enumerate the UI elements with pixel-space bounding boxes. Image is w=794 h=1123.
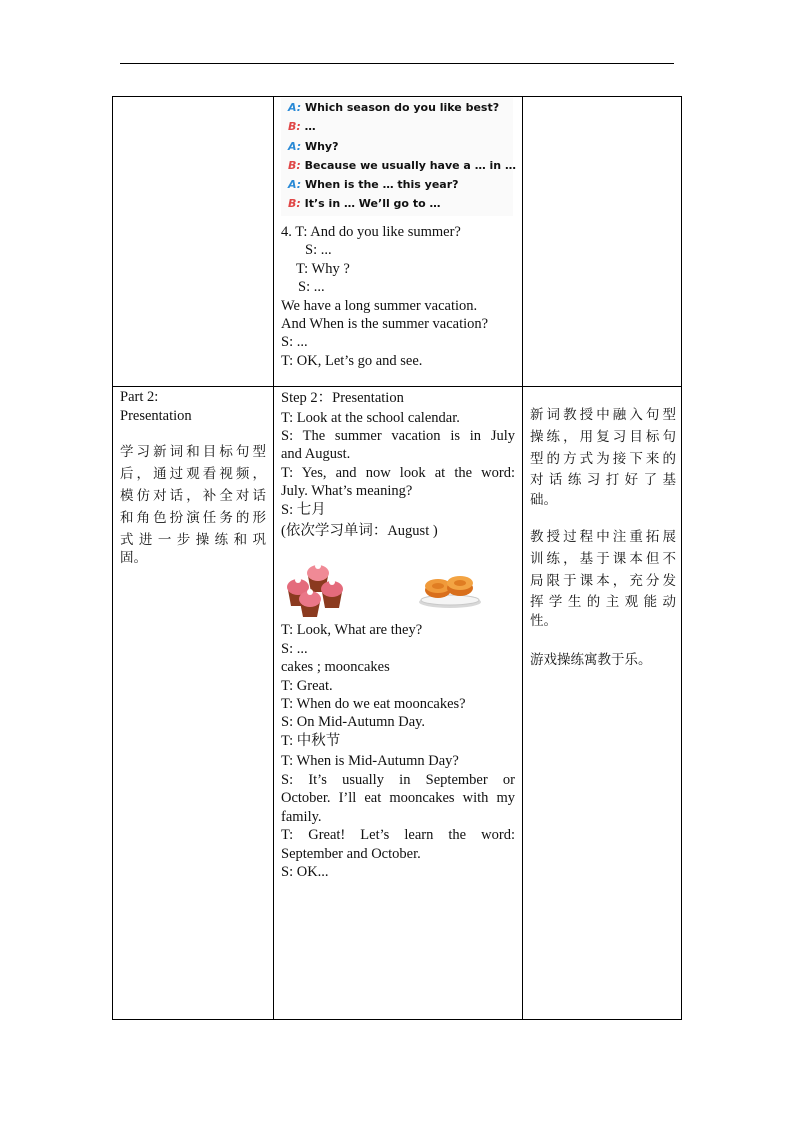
text-line: T: When do we eat mooncakes? [281, 696, 466, 712]
dialogue-line: B: … [288, 120, 316, 133]
dialogue-line: B: Because we usually have a … in … [288, 159, 516, 172]
cupcakes-image [284, 560, 344, 618]
text-line: S: 七月 [281, 502, 326, 518]
header-rule [120, 63, 674, 64]
note-line: 游戏操练寓教于乐。 [530, 652, 652, 668]
part-desc-line: 后，通过观看视频， [120, 466, 266, 482]
note-line: 局限于课本，充分发 [530, 573, 676, 589]
text-line: S: OK... [281, 864, 329, 880]
text-line: October. I’ll eat mooncakes with my [281, 790, 515, 806]
text-line: S: ... [281, 334, 308, 350]
note-line: 对话练习打好了基 [530, 472, 676, 488]
text-line: And When is the summer vacation? [281, 316, 489, 332]
part-desc-line: 和角色扮演任务的形 [120, 510, 266, 526]
table-row-divider [112, 386, 682, 387]
dialogue-line: A: When is the … this year? [288, 178, 459, 191]
text-line: T: Great! Let’s learn the word: [281, 827, 515, 843]
text-line: (依次学习单词：August ) [281, 523, 438, 539]
text-line: T: OK, Let’s go and see. [281, 353, 423, 369]
part-desc-line: 模仿对话，补全对话 [120, 488, 266, 504]
step-title: Step 2：Presentation [281, 390, 404, 406]
text-line: S: ... [305, 242, 332, 258]
note-line: 新词教授中融入句型 [530, 407, 676, 423]
dialogue-line: A: Which season do you like best? [288, 101, 500, 114]
part-title: Part 2: [120, 389, 159, 405]
text-line: T: Look, What are they? [281, 622, 423, 638]
note-line: 训练，基于课本但不 [530, 551, 676, 567]
note-line: 型的方式为接下来的 [530, 451, 676, 467]
text-line: We have a long summer vacation. [281, 298, 478, 314]
text-line: and August. [281, 446, 351, 462]
dialogue-card [281, 98, 516, 216]
text-line: T: Look at the school calendar. [281, 410, 460, 426]
note-line: 础。 [530, 492, 557, 508]
dialogue-line: A: Why? [288, 140, 339, 153]
text-line: S: It’s usually in September or [281, 772, 515, 788]
mooncake-icon [447, 576, 473, 596]
note-line: 操练，用复习目标句 [530, 429, 676, 445]
note-line: 教授过程中注重拓展 [530, 529, 676, 545]
text-line: T: Why ? [296, 261, 350, 277]
part-desc-line: 学习新词和目标句型 [120, 444, 266, 460]
text-line: T: 中秋节 [281, 733, 341, 749]
text-line: cakes ; mooncakes [281, 659, 390, 675]
cupcake-icon [321, 579, 343, 608]
note-line: 性。 [530, 613, 557, 629]
text-line: T: When is Mid-Autumn Day? [281, 753, 459, 769]
note-line: 挥学生的主观能动 [530, 594, 676, 610]
text-line: September and October. [281, 846, 421, 862]
part-subtitle: Presentation [120, 408, 192, 424]
text-line: T: Great. [281, 678, 333, 694]
text-line: T: Yes, and now look at the word: [281, 465, 515, 481]
text-line: S: The summer vacation is in July [281, 428, 515, 444]
text-line: July. What’s meaning? [281, 483, 413, 499]
text-line: S: On Mid-Autumn Day. [281, 714, 426, 730]
part-desc-line: 固。 [120, 550, 147, 566]
dialogue-line: B: It’s in … We’ll go to … [288, 197, 441, 210]
text-line: family. [281, 809, 322, 825]
text-line: 4. T: And do you like summer? [281, 224, 461, 240]
text-line: S: ... [298, 279, 325, 295]
mooncakes-image [416, 566, 484, 610]
part-desc-line: 式进一步操练和巩 [120, 532, 266, 548]
text-line: S: ... [281, 641, 308, 657]
